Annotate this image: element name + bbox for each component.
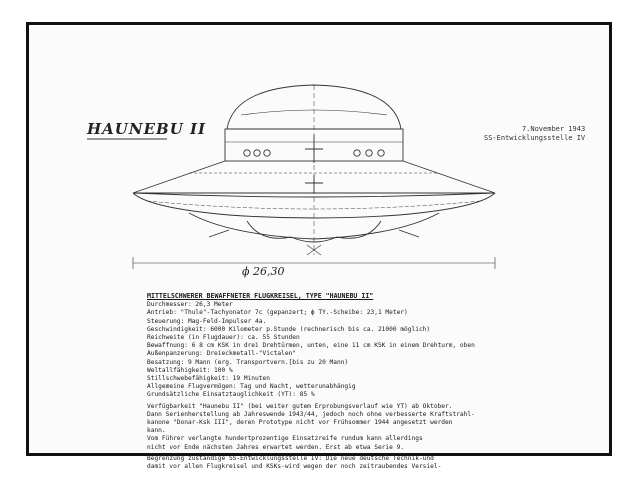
- paragraph-line: kanone "Donar-Ksk III", deren Prototype nicht vor Frühsommer 1944 angesetzt werden: [147, 419, 453, 427]
- department-name: SS-Entwicklungsstelle IV: [484, 134, 586, 142]
- spec-line: Antrieb: "Thule"-Tachyonator 7c (gepanzert; ϕ TY.-Scheibe: 23,1 Meter): [147, 309, 408, 317]
- paragraph-line: damit vor allen Flugkreisel und KSKs-wird wegen der noch zeitraubendes Versiel-: [147, 463, 442, 471]
- spec-line: Reichweite (in Flugdauer): ca. 55 Stunden: [147, 334, 300, 342]
- paragraph-line: nicht vor Ende nächsten Jahres erwartet werden. Erst ab etwa Serie 9.: [147, 443, 405, 451]
- spec-line: Bewaffnung: 6 8 cm KSK in drei Drehtürmen, unten, eine 11 cm KSK in einem Drehturm, oben: [147, 342, 475, 350]
- diameter-label: ϕ 26,30: [242, 265, 285, 278]
- spec-line: Stillschwebefähigkeit: 19 Minuten: [147, 375, 270, 383]
- paragraph-line: Begrenzung zuständige SS-Entwicklungsstelle IV: Die neue deutsche Technik-und: [147, 454, 434, 462]
- date-block: [484, 125, 585, 143]
- paragraph-line: Vom Führer verlangte hundertprozentige Einsatzreife rundum kann allerdings: [147, 435, 423, 443]
- document-date: 7.November 1943: [521, 125, 586, 133]
- document-frame: [26, 22, 612, 471]
- paragraph-line: Dann Serienherstellung ab Jahreswende 1943/44, jedoch noch ohne verbesserte Kraftstrahl-: [147, 410, 475, 418]
- paragraph-line: Verfügbarkeit "Haunebu II" (bei weiter gutem Erprobungsverlauf wie YT) ab Oktober.: [147, 402, 453, 410]
- spec-line: Besatzung: 9 Mann (erg. Transportvern.[bis zu 20 Mann): [147, 358, 349, 366]
- spec-line: Steuerung: Mag-Feld-Impulser 4a.: [147, 317, 267, 325]
- spec-heading: MITTELSCHWERER BEWAFFNETER FLUGKREISEL, TYPE "HAUNEBU II": [147, 292, 374, 300]
- specification-text: [147, 292, 537, 471]
- spec-line: Außenpanzerung: Dreieckmetall-"Victalen": [147, 350, 297, 358]
- document-sheet: [29, 25, 609, 471]
- spec-line: Allgemeine Flugvermögen: Tag und Nacht, wetterunabhängig: [147, 383, 356, 391]
- spec-line: Grundsätzliche Einsatztauglichkeit (YT): 85 %: [147, 391, 315, 399]
- spec-line: Weltallfähigkeit: 100 %: [147, 366, 233, 374]
- paragraph-line: kann.: [147, 427, 166, 435]
- saucer-drawing: [29, 25, 609, 275]
- spec-line: Geschwindigkeit: 6000 Kilometer p.Stunde (rechnerisch bis ca. 21000 möglich): [147, 325, 431, 333]
- spec-line: Durchmesser: 26,3 Meter: [147, 301, 233, 309]
- handwritten-title: HAUNEBU II: [87, 120, 207, 138]
